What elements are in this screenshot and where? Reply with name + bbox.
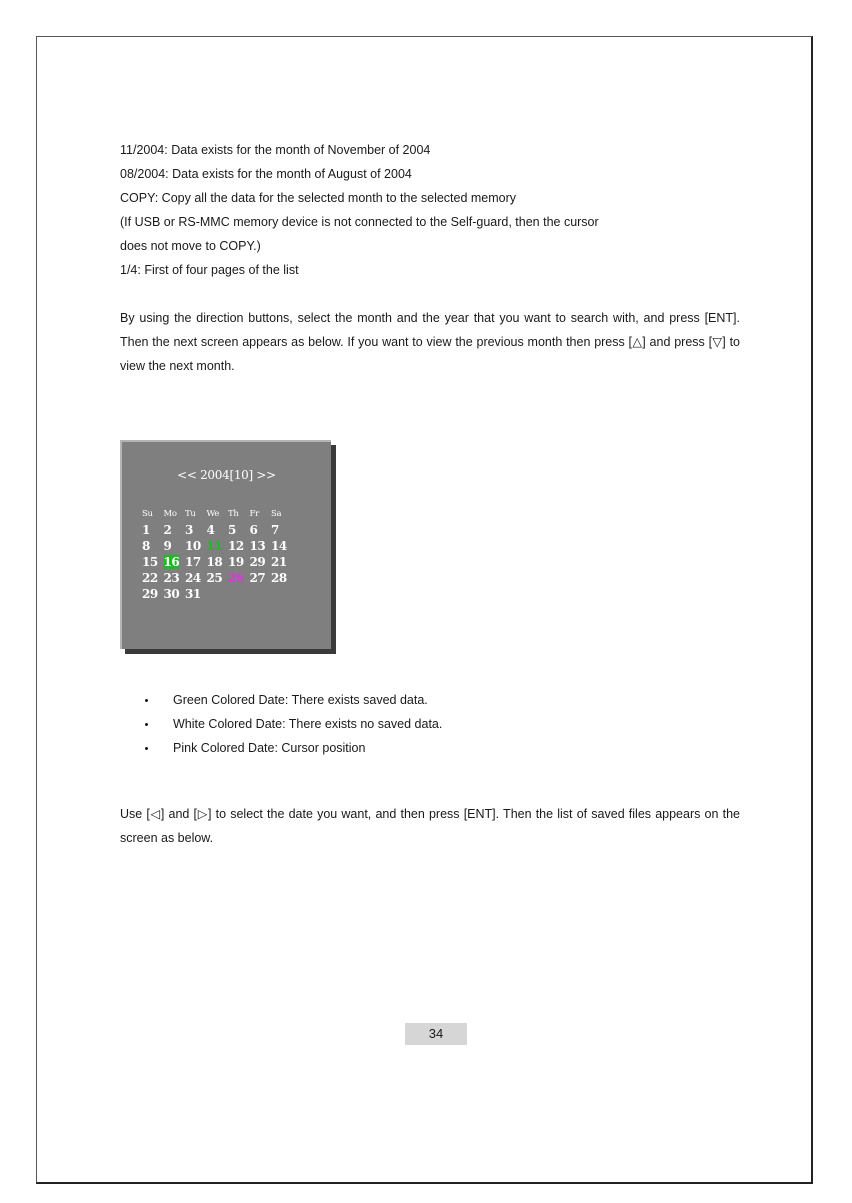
calendar-day[interactable]: 25 bbox=[206, 571, 223, 585]
list-item-text: Green Colored Date: There exists saved data. bbox=[173, 693, 428, 707]
calendar-day[interactable]: 15 bbox=[142, 555, 158, 569]
list-item bbox=[145, 712, 442, 736]
calendar-day[interactable]: 9 bbox=[163, 539, 172, 553]
calendar-day[interactable]: 1 bbox=[142, 523, 150, 537]
calendar-day[interactable]: 26 bbox=[228, 571, 244, 585]
calendar-title: << 2004[10] >> bbox=[177, 468, 276, 482]
text-line: COPY: Copy all the data for the selected month to the selected memory bbox=[120, 191, 517, 205]
calendar-day[interactable]: 23 bbox=[163, 571, 180, 585]
weekday-label: Sa bbox=[271, 509, 282, 519]
legend-list bbox=[145, 688, 442, 760]
instruction-paragraph: By using the direction buttons, select the month and the year that you want to search with, and press [ENT]. Then the next screen appears as below. If you want to view the previous month then press [△] and press [▽] to view the next month. bbox=[120, 311, 740, 373]
list-item-text: Pink Colored Date: Cursor position bbox=[173, 741, 366, 755]
bullet-icon bbox=[145, 723, 148, 726]
calendar-day[interactable]: 14 bbox=[271, 539, 287, 553]
calendar-day[interactable]: 27 bbox=[249, 571, 266, 585]
calendar-day[interactable]: 28 bbox=[271, 571, 287, 585]
text-line: does not move to COPY.) bbox=[120, 239, 261, 253]
text-line: 11/2004: Data exists for the month of November of 2004 bbox=[120, 143, 431, 157]
calendar-day[interactable]: 31 bbox=[185, 587, 201, 601]
calendar-empty-cell bbox=[207, 586, 229, 602]
calendar-day[interactable]: 30 bbox=[163, 587, 180, 601]
weekday-label: Mo bbox=[163, 509, 177, 519]
instruction-paragraph-2: Use [◁] and [▷] to select the date you want, and then press [ENT]. Then the list of saved files appears on the screen as below. bbox=[120, 807, 740, 845]
calendar-day[interactable]: 21 bbox=[271, 555, 287, 569]
bullet-icon bbox=[145, 699, 148, 702]
list-item bbox=[145, 736, 442, 760]
calendar-day[interactable]: 5 bbox=[228, 523, 236, 537]
calendar-day[interactable]: 3 bbox=[185, 523, 193, 537]
calendar-day[interactable]: 22 bbox=[142, 571, 158, 585]
calendar-day[interactable]: 16 bbox=[163, 555, 180, 569]
calendar-day[interactable]: 6 bbox=[249, 523, 258, 537]
calendar-day[interactable]: 8 bbox=[142, 539, 150, 553]
calendar-day[interactable]: 19 bbox=[228, 555, 244, 569]
list-item-text: White Colored Date: There exists no saved data. bbox=[173, 717, 443, 731]
calendar-day[interactable]: 24 bbox=[185, 571, 201, 585]
weekday-label: Su bbox=[142, 509, 153, 519]
calendar-day[interactable]: 7 bbox=[271, 523, 279, 537]
calendar-day[interactable]: 11 bbox=[206, 539, 223, 553]
calendar-panel bbox=[120, 440, 331, 649]
calendar-day[interactable]: 4 bbox=[206, 523, 215, 537]
calendar-day[interactable]: 10 bbox=[185, 539, 201, 553]
calendar-empty-cell bbox=[250, 586, 272, 602]
bullet-icon bbox=[145, 747, 148, 750]
text-line: 08/2004: Data exists for the month of August of 2004 bbox=[120, 167, 412, 181]
paragraph-gap bbox=[120, 282, 740, 306]
calendar-empty-cell bbox=[271, 586, 293, 602]
calendar-screenshot bbox=[120, 440, 338, 656]
calendar-day[interactable]: 29 bbox=[249, 555, 266, 569]
calendar-grid bbox=[142, 506, 293, 602]
weekday-label: Tu bbox=[185, 509, 196, 519]
calendar-day[interactable]: 29 bbox=[142, 587, 158, 601]
weekday-label: Th bbox=[228, 509, 239, 519]
calendar-day[interactable]: 2 bbox=[163, 523, 172, 537]
calendar-empty-cell bbox=[228, 586, 250, 602]
document-body bbox=[120, 138, 740, 378]
weekday-label: We bbox=[206, 509, 219, 519]
weekday-label: Fr bbox=[249, 509, 259, 519]
list-item bbox=[145, 688, 442, 712]
calendar-day[interactable]: 12 bbox=[228, 539, 244, 553]
text-line: 1/4: First of four pages of the list bbox=[120, 263, 299, 277]
calendar-day[interactable]: 17 bbox=[185, 555, 201, 569]
calendar-day[interactable]: 13 bbox=[249, 539, 266, 553]
text-line: (If USB or RS-MMC memory device is not connected to the Self-guard, then the cursor bbox=[120, 215, 599, 229]
page-number: 34 bbox=[405, 1023, 467, 1045]
calendar-day[interactable]: 18 bbox=[206, 555, 223, 569]
